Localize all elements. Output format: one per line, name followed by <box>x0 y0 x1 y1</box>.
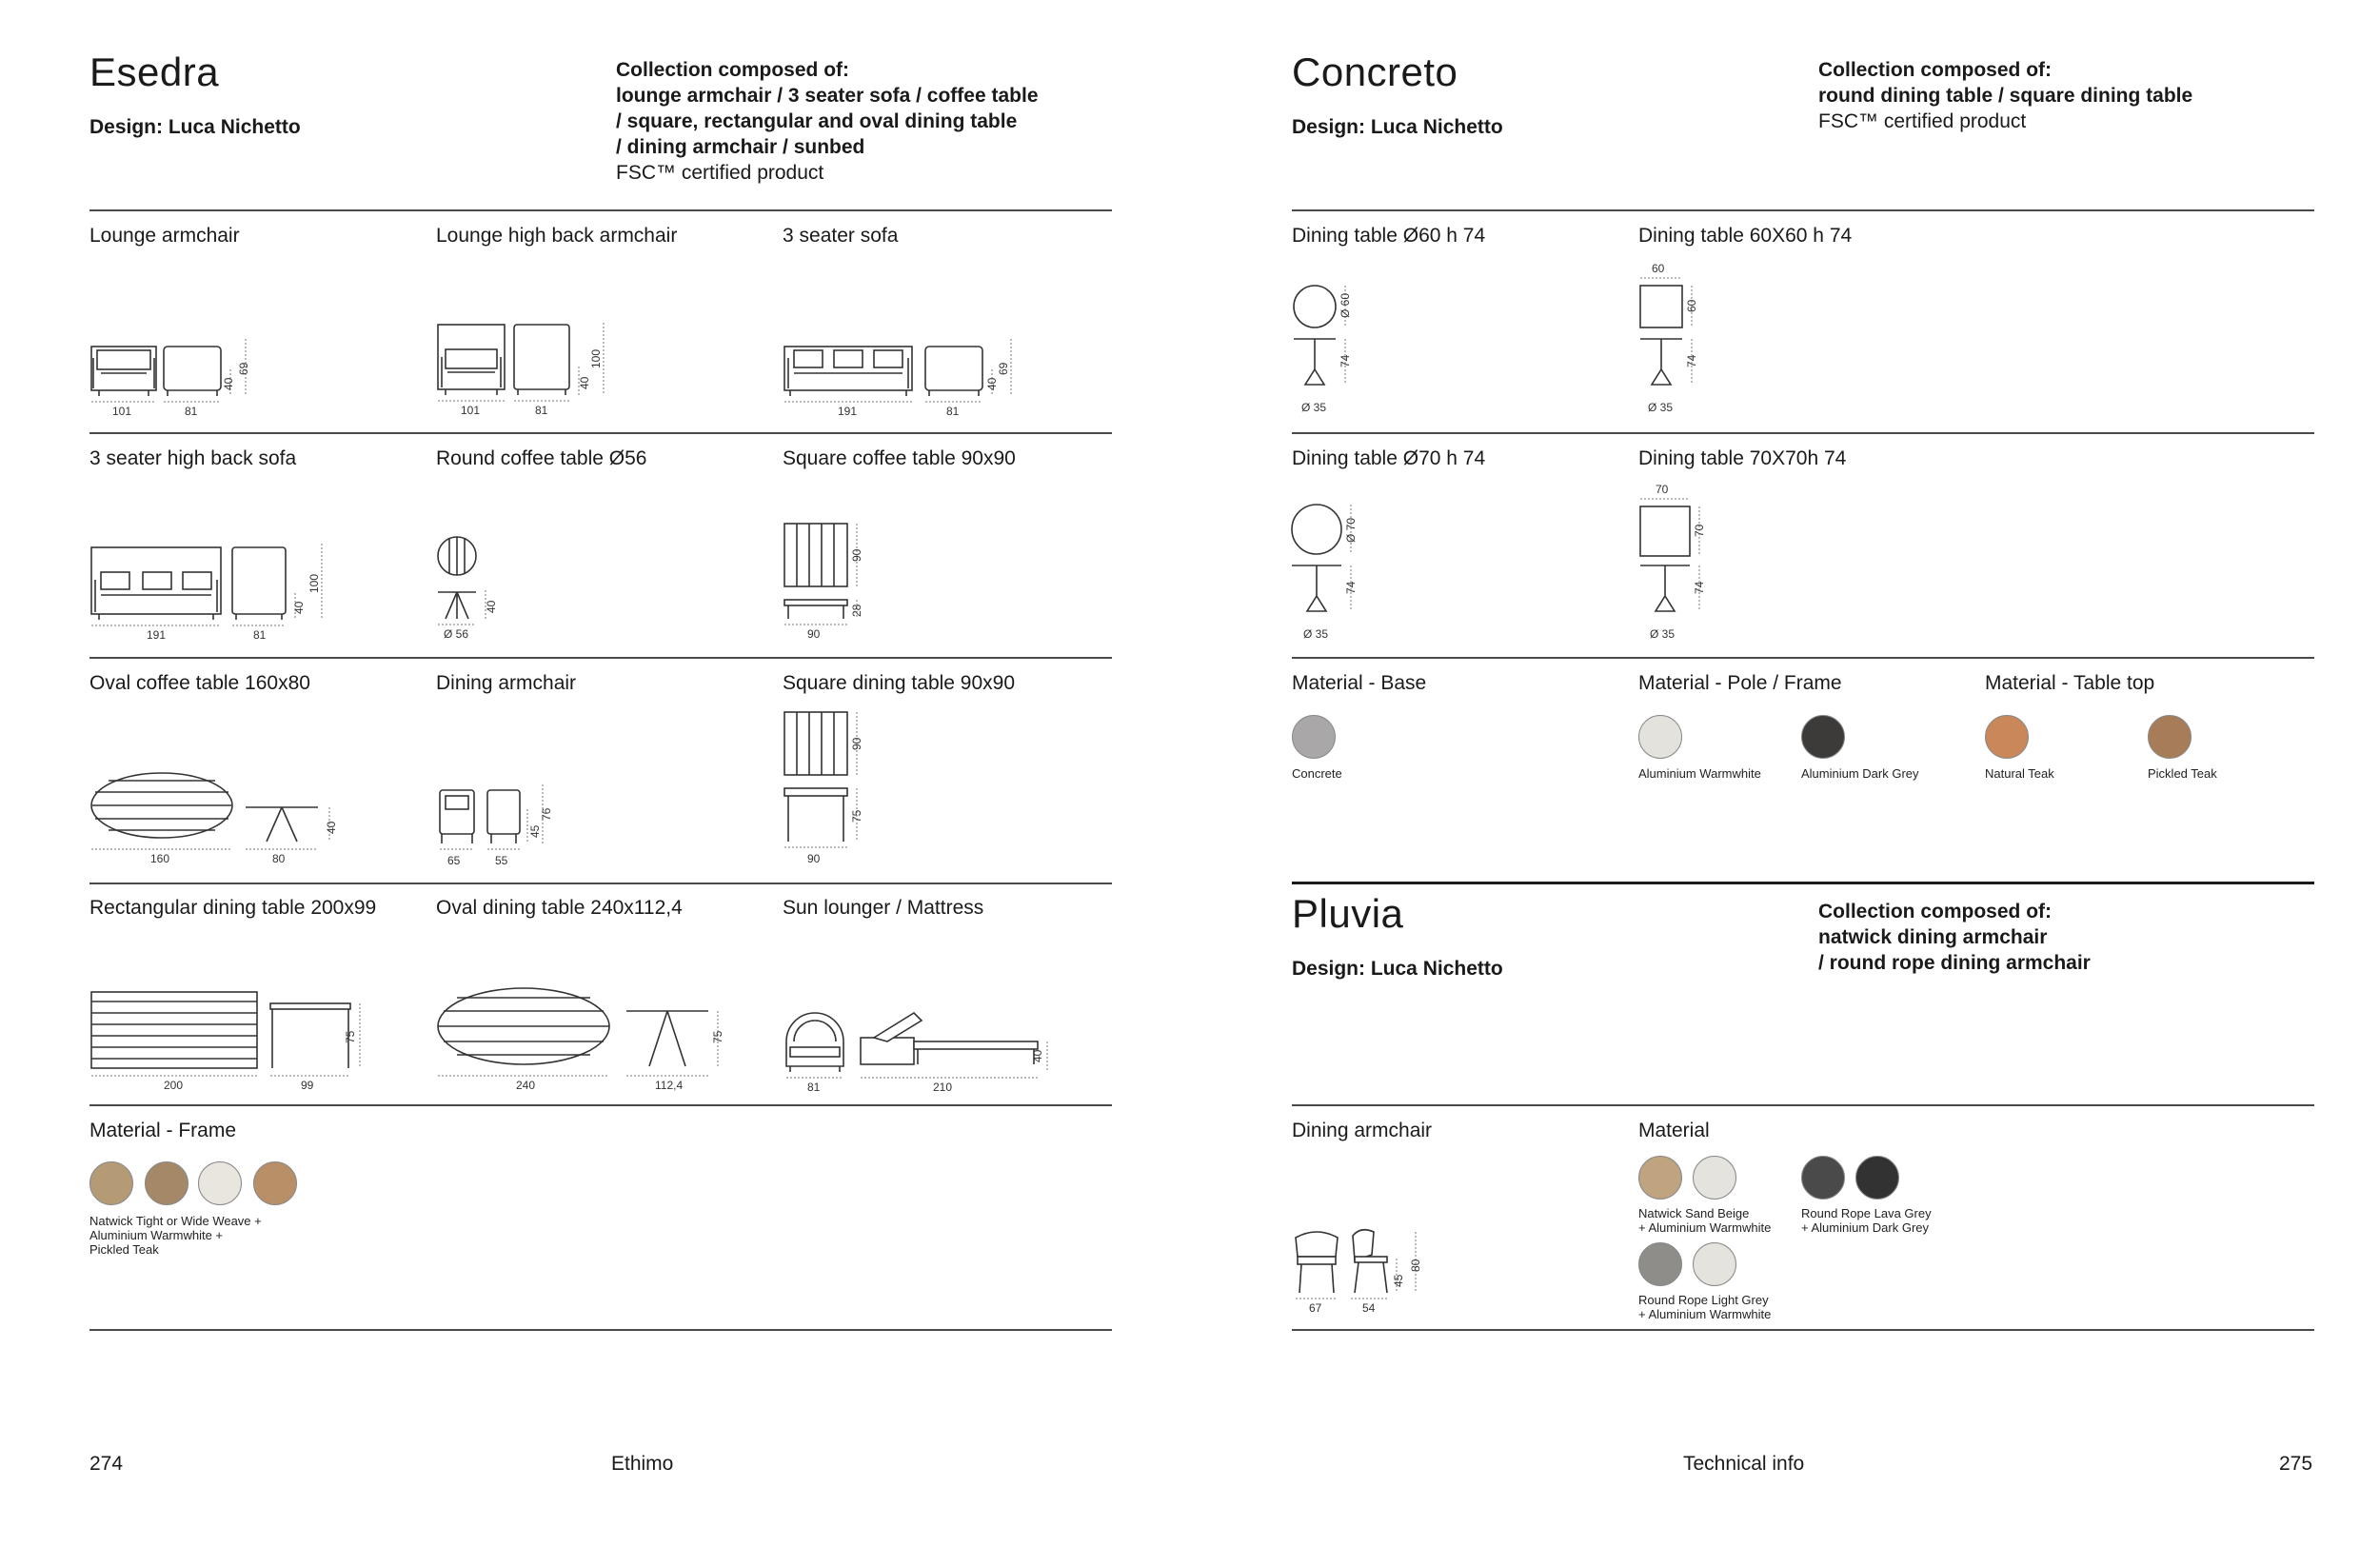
square-dining-drawing <box>783 710 878 872</box>
composed-line: round dining table / square dining table <box>1818 85 2193 107</box>
dt6060-drawing <box>1638 261 1715 419</box>
section-divider <box>1292 882 2314 884</box>
swatch-natwick-wide <box>145 1161 188 1205</box>
concreto-composition <box>1818 57 2192 134</box>
caption-line: Natwick Sand Beige <box>1638 1206 1750 1220</box>
dim-label: Ø 35 <box>1303 627 1329 641</box>
fsc-note: FSC™ certified product <box>1818 110 2027 132</box>
concreto-designer: Design: Luca Nichetto <box>1292 116 1503 138</box>
swatch-aluminium-warmwhite <box>1693 1156 1736 1200</box>
dim-label: 40 <box>292 601 306 614</box>
page-number-right: 275 <box>2279 1453 2313 1475</box>
swatch-concrete <box>1292 715 1336 759</box>
dim-label: Ø 56 <box>444 627 469 641</box>
swatch-aluminium-warmwhite <box>1638 715 1682 759</box>
dim-label: Ø 70 <box>1344 517 1358 543</box>
concreto-title: Concreto <box>1292 50 1458 94</box>
swatch-natwick-sand-beige <box>1638 1156 1682 1200</box>
dt7070-drawing <box>1638 482 1715 644</box>
swatch-aluminium-dark-grey <box>1801 715 1845 759</box>
dim-label: Ø 35 <box>1648 401 1674 414</box>
caption-line: Pickled Teak <box>89 1242 159 1257</box>
swatch-round-rope-light-grey <box>1638 1242 1682 1286</box>
esedra-composition <box>616 57 1039 186</box>
divider <box>89 1329 1112 1331</box>
dim-label: 90 <box>850 548 863 562</box>
page-number-left: 274 <box>89 1453 124 1475</box>
material-caption <box>1638 1293 1771 1321</box>
swatch-label: Aluminium Warmwhite <box>1638 766 1761 781</box>
dim-label: 67 <box>1309 1301 1322 1315</box>
dim-label: 28 <box>850 604 863 617</box>
swatch-label: Aluminium Dark Grey <box>1801 766 1919 781</box>
swatch-aluminium-warmwhite <box>198 1161 242 1205</box>
caption-line: + Aluminium Dark Grey <box>1801 1220 1930 1235</box>
divider <box>89 657 1112 659</box>
cell-label: Dining armchair <box>436 672 577 694</box>
composed-line: natwick dining armchair <box>1818 926 2048 948</box>
caption-line: Round Rope Light Grey <box>1638 1293 1769 1307</box>
dt70-drawing <box>1292 501 1368 644</box>
divider <box>1292 1104 2314 1106</box>
dim-label: 40 <box>222 377 235 390</box>
caption-line: + Aluminium Warmwhite <box>1638 1307 1772 1321</box>
dim-label: 74 <box>1339 354 1352 367</box>
dim-label: 81 <box>807 1081 821 1094</box>
swatch-pickled-teak <box>2148 715 2192 759</box>
dim-label: 75 <box>850 809 863 823</box>
material-label: Material <box>1638 1120 1710 1141</box>
pluvia-designer: Design: Luca Nichetto <box>1292 958 1503 980</box>
fsc-note: FSC™ certified product <box>616 162 824 184</box>
divider <box>1292 657 2314 659</box>
cell-label: Dining table Ø60 h 74 <box>1292 225 1486 247</box>
dim-label: 45 <box>528 824 542 838</box>
dim-label: 70 <box>1656 483 1669 496</box>
cell-label: Oval coffee table 160x80 <box>89 672 310 694</box>
composed-heading: Collection composed of: <box>616 59 850 81</box>
esedra-title: Esedra <box>89 50 220 94</box>
composed-line: lounge armchair / 3 seater sofa / coffee table <box>616 85 1039 107</box>
dim-label: 75 <box>344 1030 357 1043</box>
dim-label: Ø 35 <box>1650 627 1676 641</box>
swatch-aluminium-dark-grey <box>1855 1156 1899 1200</box>
cell-label: Rectangular dining table 200x99 <box>89 897 377 919</box>
dim-label: 40 <box>325 821 338 834</box>
dim-label: 112,4 <box>655 1079 684 1092</box>
dim-label: 210 <box>933 1081 953 1094</box>
dt60-drawing <box>1292 276 1368 419</box>
caption-line: Round Rope Lava Grey <box>1801 1206 1932 1220</box>
dim-label: 40 <box>1031 1049 1044 1062</box>
dim-label: 40 <box>485 600 498 613</box>
swatch-label: Pickled Teak <box>2148 766 2217 781</box>
dim-label: Ø 60 <box>1339 292 1352 318</box>
dim-label: 40 <box>578 376 591 389</box>
caption-line: + Aluminium Warmwhite <box>1638 1220 1772 1235</box>
dim-label: 81 <box>946 405 960 418</box>
cell-label: 3 seater high back sofa <box>89 447 297 469</box>
square-coffee-drawing <box>783 522 878 645</box>
material-top-label: Material - Table top <box>1985 672 2155 694</box>
dim-label: 100 <box>589 348 603 368</box>
cell-label: Dining table 70X70h 74 <box>1638 447 1847 469</box>
dim-label: 60 <box>1685 299 1698 312</box>
dim-label: 191 <box>838 405 858 418</box>
dim-label: 65 <box>447 854 461 867</box>
dim-label: 55 <box>495 854 508 867</box>
cell-label: Round coffee table Ø56 <box>436 447 647 469</box>
swatch-natwick-tight <box>89 1161 133 1205</box>
dim-label: 70 <box>1693 524 1706 537</box>
dim-label: 80 <box>1409 1259 1422 1272</box>
material-base-label: Material - Base <box>1292 672 1427 694</box>
three-seater-drawing <box>783 333 1030 419</box>
lounge-armchair-drawing <box>89 333 261 419</box>
divider <box>89 432 1112 434</box>
composed-line: / round rope dining armchair <box>1818 952 2091 974</box>
round-coffee-drawing <box>436 533 522 643</box>
dim-label: 101 <box>112 405 132 418</box>
dim-label: 200 <box>164 1079 184 1092</box>
cell-label: Dining table Ø70 h 74 <box>1292 447 1486 469</box>
composed-line: / dining armchair / sunbed <box>616 136 865 158</box>
cell-label: Square coffee table 90x90 <box>783 447 1016 469</box>
dim-label: 160 <box>150 852 170 865</box>
caption-line: Natwick Tight or Wide Weave + <box>89 1214 262 1228</box>
dim-label: 81 <box>253 628 267 642</box>
dim-label: 54 <box>1362 1301 1376 1315</box>
brand-name: Ethimo <box>611 1453 674 1475</box>
cell-label: Lounge armchair <box>89 225 240 247</box>
oval-coffee-drawing <box>89 769 347 869</box>
dim-label: 69 <box>997 362 1010 375</box>
cell-label: Square dining table 90x90 <box>783 672 1016 694</box>
dim-label: 80 <box>272 852 286 865</box>
swatch-aluminium-warmwhite <box>1693 1242 1736 1286</box>
dim-label: 240 <box>516 1079 536 1092</box>
pluvia-armchair-drawing <box>1292 1228 1435 1314</box>
dim-label: 76 <box>540 807 553 821</box>
cell-label: Dining armchair <box>1292 1120 1433 1141</box>
swatch-pickled-teak <box>253 1161 297 1205</box>
composed-heading: Collection composed of: <box>1818 59 2053 81</box>
material-caption <box>89 1214 262 1257</box>
dim-label: 81 <box>185 405 198 418</box>
dim-label: 90 <box>850 737 863 750</box>
dim-label: 101 <box>461 404 481 417</box>
dim-label: 99 <box>301 1079 314 1092</box>
cell-label: Sun lounger / Mattress <box>783 897 984 919</box>
lounge-high-back-drawing <box>436 319 607 419</box>
dim-label: 40 <box>985 377 999 390</box>
cell-label: Dining table 60X60 h 74 <box>1638 225 1853 247</box>
composed-line: / square, rectangular and oval dining table <box>616 110 1018 132</box>
swatch-round-rope-lava-grey <box>1801 1156 1845 1200</box>
material-pole-label: Material - Pole / Frame <box>1638 672 1842 694</box>
sun-lounger-drawing <box>783 1003 1049 1095</box>
swatch-label: Concrete <box>1292 766 1342 781</box>
dim-label: 75 <box>711 1030 724 1043</box>
cell-label: Lounge high back armchair <box>436 225 678 247</box>
oval-dining-drawing <box>436 984 731 1095</box>
divider <box>89 209 1112 211</box>
swatch-natural-teak <box>1985 715 2029 759</box>
divider <box>89 1104 1112 1106</box>
dim-label: 60 <box>1652 262 1665 275</box>
dim-label: 69 <box>237 362 250 375</box>
material-caption <box>1638 1206 1771 1235</box>
material-caption <box>1801 1206 1932 1235</box>
dining-armchair-drawing <box>436 781 560 871</box>
rect-dining-drawing <box>89 990 375 1095</box>
dim-label: 74 <box>1344 581 1358 594</box>
caption-line: Aluminium Warmwhite + <box>89 1228 224 1242</box>
pluvia-title: Pluvia <box>1292 891 1404 936</box>
material-frame-label: Material - Frame <box>89 1120 237 1141</box>
dim-label: 74 <box>1685 354 1698 367</box>
dim-label: Ø 35 <box>1301 401 1327 414</box>
three-seater-high-drawing <box>89 538 347 643</box>
divider <box>89 883 1112 884</box>
dim-label: 90 <box>807 852 821 865</box>
dim-label: 191 <box>147 628 167 642</box>
esedra-designer: Design: Luca Nichetto <box>89 116 301 138</box>
divider <box>1292 432 2314 434</box>
divider <box>1292 1329 2314 1331</box>
section-name: Technical info <box>1683 1453 1805 1475</box>
dim-label: 81 <box>535 404 548 417</box>
composed-heading: Collection composed of: <box>1818 901 2053 922</box>
dim-label: 74 <box>1693 581 1706 594</box>
pluvia-composition <box>1818 899 2091 976</box>
dim-label: 100 <box>307 573 321 593</box>
swatch-label: Natural Teak <box>1985 766 2054 781</box>
dim-label: 90 <box>807 627 821 641</box>
divider <box>1292 209 2314 211</box>
dim-label: 45 <box>1392 1274 1405 1287</box>
cell-label: 3 seater sofa <box>783 225 899 247</box>
cell-label: Oval dining table 240x112,4 <box>436 897 683 919</box>
